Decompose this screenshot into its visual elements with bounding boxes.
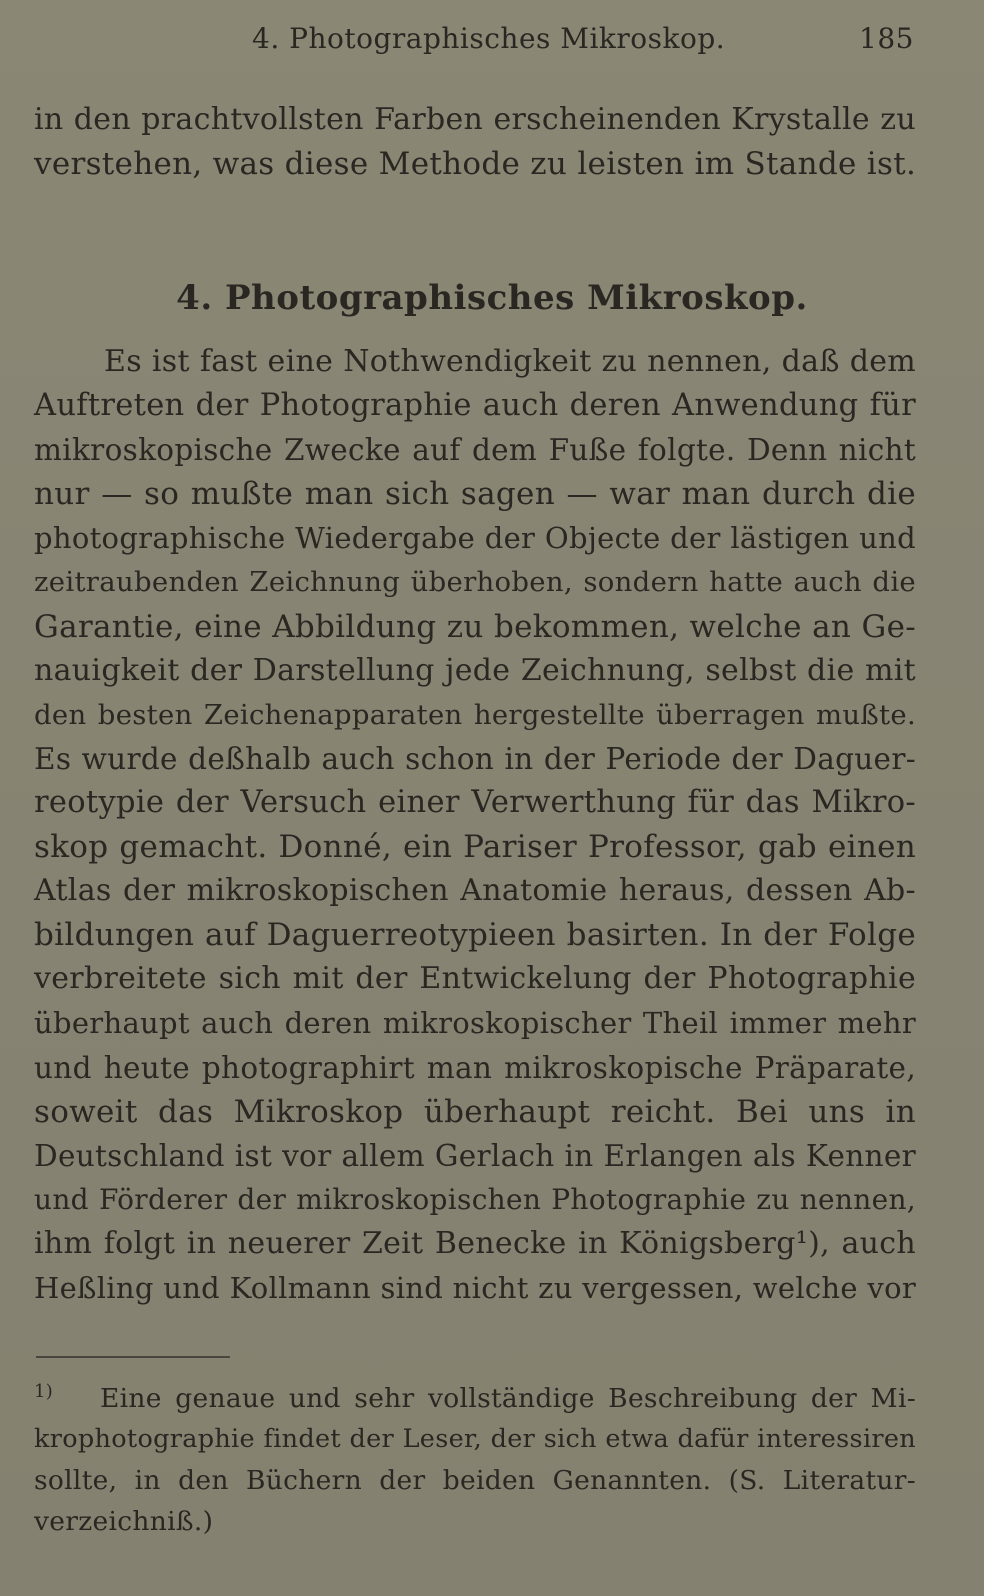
text-line: soweit das Mikroskop überhaupt reicht. Bei uns in (34, 1093, 916, 1130)
text-line: reotypie der Versuch einer Verwerthung für das Mikro- (34, 784, 916, 820)
footnote-line: verzeichniß.) (34, 1506, 214, 1537)
text-line: den besten Zeichenapparaten hergestellte überragen mußte. (34, 698, 916, 731)
running-head (34, 22, 914, 62)
page-number: 185 (859, 22, 914, 55)
text-line: Garantie, eine Abbildung zu bekommen, welche an Ge- (34, 608, 916, 645)
footnote-marker: 1) (34, 1381, 54, 1403)
text-line-content: Es ist fast eine Nothwendigkeit zu nennen, daß dem (104, 344, 916, 379)
text-line: und Förderer der mikroskopischen Photographie zu nennen, (34, 1182, 916, 1216)
text-line: bildungen auf Daguerreotypieen basirten. In der Folge (34, 917, 916, 954)
text-line: überhaupt auch deren mikroskopischer Theil immer mehr (34, 1006, 916, 1041)
text-line: und heute photographirt man mikroskopische Präparate, (34, 1050, 916, 1085)
text-line (34, 340, 916, 384)
text-line: Auftreten der Photographie auch deren Anwendung für (34, 388, 916, 424)
text-line: nauigkeit der Darstellung jede Zeichnung, selbst die mit (34, 652, 916, 688)
text-line: skop gemacht. Donné, ein Pariser Professor, gab einen (34, 829, 916, 866)
section-heading: 4. Photographisches Mikroskop. (176, 278, 808, 318)
text-line: verstehen, was diese Methode zu leisten im Stande ist. (34, 146, 917, 182)
carry-over-paragraph (34, 98, 916, 186)
text-line: Es wurde deßhalb auch schon in der Periode der Daguer- (34, 741, 916, 776)
footnote-line (34, 1378, 916, 1419)
text-line: Heßling und Kollmann sind nicht zu vergessen, welche vor (34, 1270, 916, 1305)
text-line: nur — so mußte man sich sagen — war man durch die (34, 476, 916, 513)
text-line: mikroskopische Zwecke auf dem Fuße folgte. Denn nicht (34, 433, 916, 468)
footnote-divider (36, 1356, 230, 1358)
footnote-line-content: Eine genaue und sehr vollständige Beschreibung der Mi- (100, 1383, 916, 1414)
text-line: verbreitete sich mit der Entwickelung der Photographie (34, 961, 916, 997)
footnote-indent (34, 1378, 100, 1419)
text-line: Atlas der mikroskopischen Anatomie heraus, dessen Ab- (34, 873, 916, 909)
text-line: zeitraubenden Zeichnung überhoben, sondern hatte auch die (34, 566, 916, 599)
text-line: in den prachtvollsten Farben erscheinenden Krystalle zu (34, 102, 916, 137)
running-head-title: 4. Photographisches Mikroskop. (252, 22, 726, 55)
text-line: ihm folgt in neuerer Zeit Benecke in Königsberg¹), auch (34, 1225, 916, 1261)
text-line: Deutschland ist vor allem Gerlach in Erlangen als Kenner (34, 1138, 916, 1173)
footnote-line: sollte, in den Büchern der beiden Genannten. (S. Literatur- (34, 1465, 916, 1496)
body-paragraph (34, 340, 916, 1310)
text-line: photographische Wiedergabe der Objecte der lästigen und (34, 521, 916, 556)
footnote (34, 1378, 916, 1542)
footnote-line: krophotographie findet der Leser, der sich etwa dafür interessiren (34, 1424, 916, 1454)
